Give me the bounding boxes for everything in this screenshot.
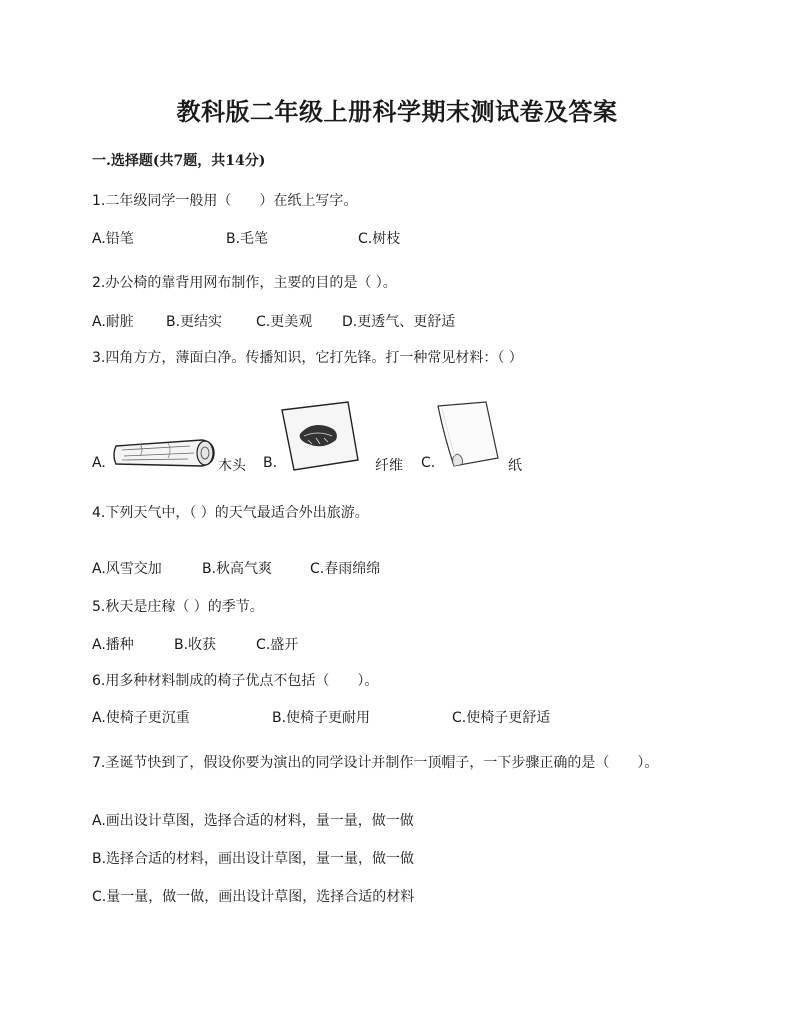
question-3-stem: 3.四角方方，薄面白净。传播知识，它打先锋。打一种常见材料：（ ） — [92, 350, 523, 366]
q6-option-c: C.使椅子更舒适 — [452, 710, 551, 726]
fiber-fabric-image — [278, 400, 360, 472]
question-2-stem: 2.办公椅的靠背用网布制作，主要的目的是（ ）。 — [92, 275, 397, 291]
section-heading: 一.选择题(共7题，共14分) — [92, 153, 266, 169]
paper-sheet-image — [434, 400, 502, 468]
q6-option-b: B.使椅子更耐用 — [272, 710, 371, 726]
q1-option-b: B.毛笔 — [226, 231, 269, 247]
q4-option-c: C.春雨绵绵 — [310, 561, 381, 577]
wood-log-image — [110, 436, 216, 470]
q3-option-c-text: 纸 — [508, 458, 522, 474]
question-7-stem: 7.圣诞节快到了，假设你要为演出的同学设计并制作一顶帽子，一下步骤正确的是（ ）。 — [92, 755, 659, 771]
q7-option-b: B.选择合适的材料，画出设计草图，量一量，做一做 — [92, 851, 415, 867]
question-6-stem: 6.用多种材料制成的椅子优点不包括（ ）。 — [92, 673, 379, 689]
q5-option-b: B.收获 — [174, 637, 217, 653]
q2-option-d: D.更透气、更舒适 — [342, 314, 456, 330]
q5-option-c: C.盛开 — [256, 637, 299, 653]
question-1-stem: 1.二年级同学一般用（ ）在纸上写字。 — [92, 193, 358, 209]
q3-option-b-label: B. — [263, 455, 278, 471]
question-4-stem: 4.下列天气中，（ ）的天气最适合外出旅游。 — [92, 505, 369, 521]
q1-option-c: C.树枝 — [358, 231, 401, 247]
q2-option-b: B.更结实 — [166, 314, 223, 330]
q2-option-a: A.耐脏 — [92, 314, 134, 330]
q3-option-b-text: 纤维 — [375, 458, 403, 474]
page-title: 教科版二年级上册科学期末测试卷及答案 — [176, 97, 618, 126]
q6-option-a: A.使椅子更沉重 — [92, 710, 190, 726]
question-5-stem: 5.秋天是庄稼（ ）的季节。 — [92, 599, 264, 615]
q4-option-b: B.秋高气爽 — [202, 561, 273, 577]
q1-option-a: A.铅笔 — [92, 231, 134, 247]
q3-option-a-text: 木头 — [218, 458, 246, 474]
q5-option-a: A.播种 — [92, 637, 134, 653]
q3-option-a-label: A. — [92, 455, 106, 471]
q7-option-a: A.画出设计草图，选择合适的材料，量一量，做一做 — [92, 813, 414, 829]
q4-option-a: A.风雪交加 — [92, 561, 162, 577]
q3-option-c-label: C. — [421, 455, 436, 471]
q2-option-c: C.更美观 — [256, 314, 313, 330]
q7-option-c: C.量一量，做一做，画出设计草图，选择合适的材料 — [92, 889, 415, 905]
